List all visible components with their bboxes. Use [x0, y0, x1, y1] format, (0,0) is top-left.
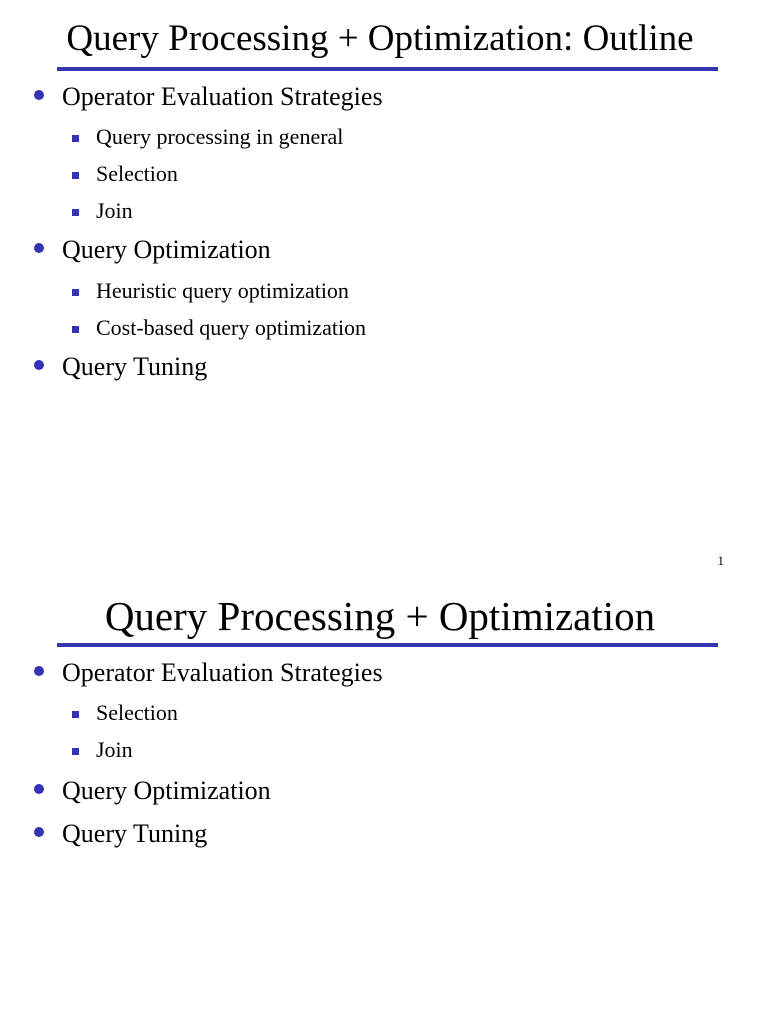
slide-title: Query Processing + Optimization: Outline — [66, 18, 694, 59]
outline-subitem: Join — [96, 737, 133, 762]
bullet-square-icon — [72, 711, 79, 718]
bullet-square-icon — [72, 172, 79, 179]
bullet-dot-icon — [34, 90, 44, 100]
title-underline — [57, 643, 718, 647]
outline-subitem: Query processing in general — [96, 124, 344, 149]
bullet-square-icon — [72, 135, 79, 142]
outline-subitem: Selection — [96, 700, 178, 725]
outline-item: Operator Evaluation Strategies — [62, 658, 383, 687]
bullet-square-icon — [72, 289, 79, 296]
bullet-square-icon — [72, 209, 79, 216]
title-underline — [57, 67, 718, 71]
slide-title: Query Processing + Optimization — [104, 593, 656, 639]
bullet-square-icon — [72, 748, 79, 755]
page-number: 1 — [717, 553, 724, 568]
outline-subitem: Selection — [96, 161, 178, 186]
outline-item: Operator Evaluation Strategies — [62, 82, 383, 111]
bullet-dot-icon — [34, 360, 44, 370]
outline-item: Query Tuning — [62, 352, 208, 381]
outline-subitem: Cost-based query optimization — [96, 315, 367, 340]
slide-2 — [0, 576, 768, 1024]
bullet-dot-icon — [34, 784, 44, 794]
bullet-dot-icon — [34, 827, 44, 837]
outline-item: Query Tuning — [62, 819, 208, 848]
bullet-square-icon — [72, 326, 79, 333]
bullet-dot-icon — [34, 243, 44, 253]
outline-subitem: Heuristic query optimization — [96, 278, 349, 303]
outline-item: Query Optimization — [62, 235, 271, 264]
outline-subitem: Join — [96, 198, 133, 223]
outline-item: Query Optimization — [62, 776, 271, 805]
bullet-dot-icon — [34, 666, 44, 676]
